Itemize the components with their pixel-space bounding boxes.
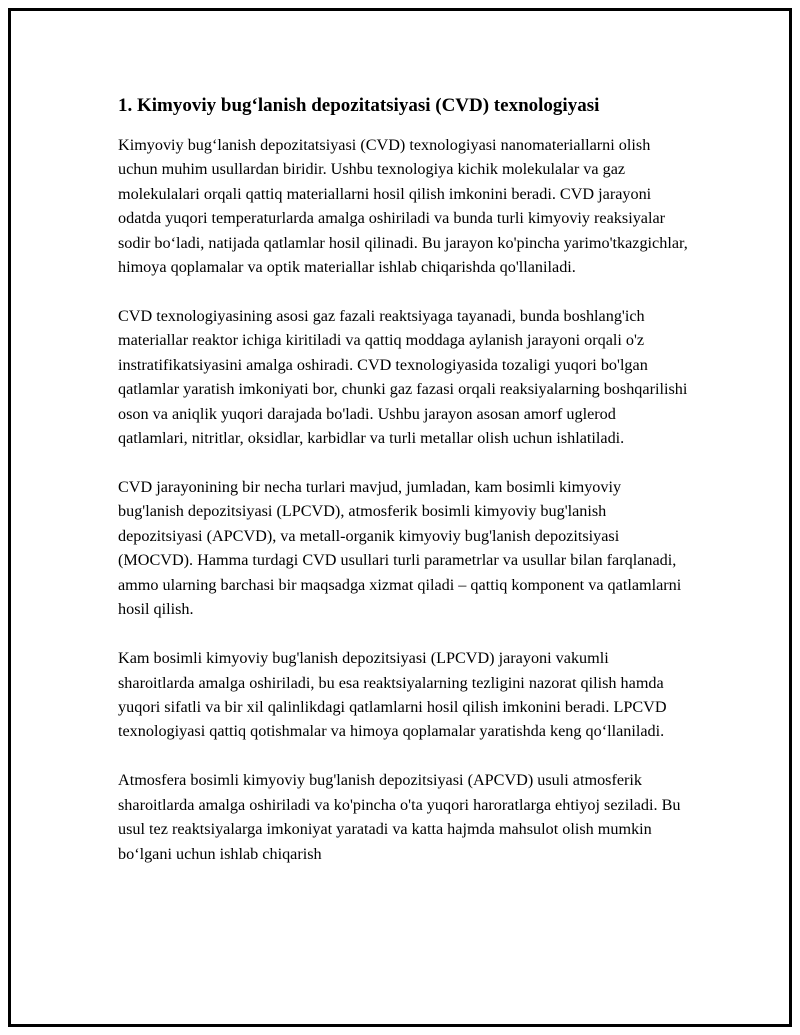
paragraph-cvd-intro: Kimyoviy bug‘lanish depozitatsiyasi (CVD) texnologiyasi nanomateriallarni olish uchun muhim usullardan biridir. Ushbu texnologiya kichik molekulalar va gaz molekulalari orqali qattiq materiallarni hosil qilish imkonini beradi. CVD jarayoni odatda yuqori temperaturlarda amalga oshiriladi va bunda turli kimyoviy reaksiyalar sodir bo‘ladi, natijada qatlamlar hosil qilinadi. Bu jarayon ko'pincha yarimo'tkazgichlar, himoya qoplamalar va optik materiallar ishlab chiqarishda qo'llaniladi.	[118, 136, 688, 277]
paragraph-cvd-basis: CVD texnologiyasining asosi gaz fazali reaktsiyaga tayanadi, bunda boshlang'ich materiallar reaktor ichiga kiritiladi va qattiq moddaga aylanish jarayoni orqali o'z instratifikatsiyasini amalga oshiradi. CVD texnologiyasida tozaligi yuqori bo'lgan qatlamlar yaratish imkoniyati bor, chunki gaz fazasi orqali reaksiyalarning boshqarilishi oson va aniqlik yuqori darajada bo'ladi. Ushbu jarayon asosan amorf uglerod qatlamlari, nitritlar, oksidlar, karbidlar va turli metallar olish uchun ishlatiladi.	[118, 307, 688, 448]
section-heading: 1. Kimyoviy bug‘lanish depozitatsiyasi (CVD) texnologiyasi	[118, 95, 600, 116]
paragraph-lpcvd: Kam bosimli kimyoviy bug'lanish depozitsiyasi (LPCVD) jarayoni vakumli sharoitlarda amalga oshiriladi, bu esa reaktsiyalarning tezligini nazorat qilish hamda yuqori sifatli va bir xil qalinlikdagi qatlamlarni hosil qilish imkonini beradi. LPCVD texnologiyasi qattiq qotishmalar va himoya qoplamalar yaratishda keng qo‘llaniladi.	[118, 649, 667, 741]
paragraph-apcvd: Atmosfera bosimli kimyoviy bug'lanish depozitsiyasi (APCVD) usuli atmosferik sharoitlarda amalga oshiriladi va ko'pincha o'ta yuqori haroratlarga ehtiyoj seziladi. Bu usul tez reaktsiyalarga imkoniyat yaratadi va katta hajmda mahsulot olish mumkin bo‘lgani uchun ishlab chiqarish	[118, 771, 681, 863]
paragraph-cvd-types: CVD jarayonining bir necha turlari mavjud, jumladan, kam bosimli kimyoviy bug'lanish depozitsiyasi (LPCVD), atmosferik bosimli kimyoviy bug'lanish depozitsiyasi (APCVD), va metall-organik kimyoviy bug'lanish depozitsiyasi (MOCVD). Hamma turdagi CVD usullari turli parametrlar va usullar bilan farqlanadi, ammo ularning barchasi bir maqsadga xizmat qiladi – qattiq komponent va qatlamlarni hosil qilish.	[118, 478, 682, 619]
document-body	[118, 93, 688, 866]
